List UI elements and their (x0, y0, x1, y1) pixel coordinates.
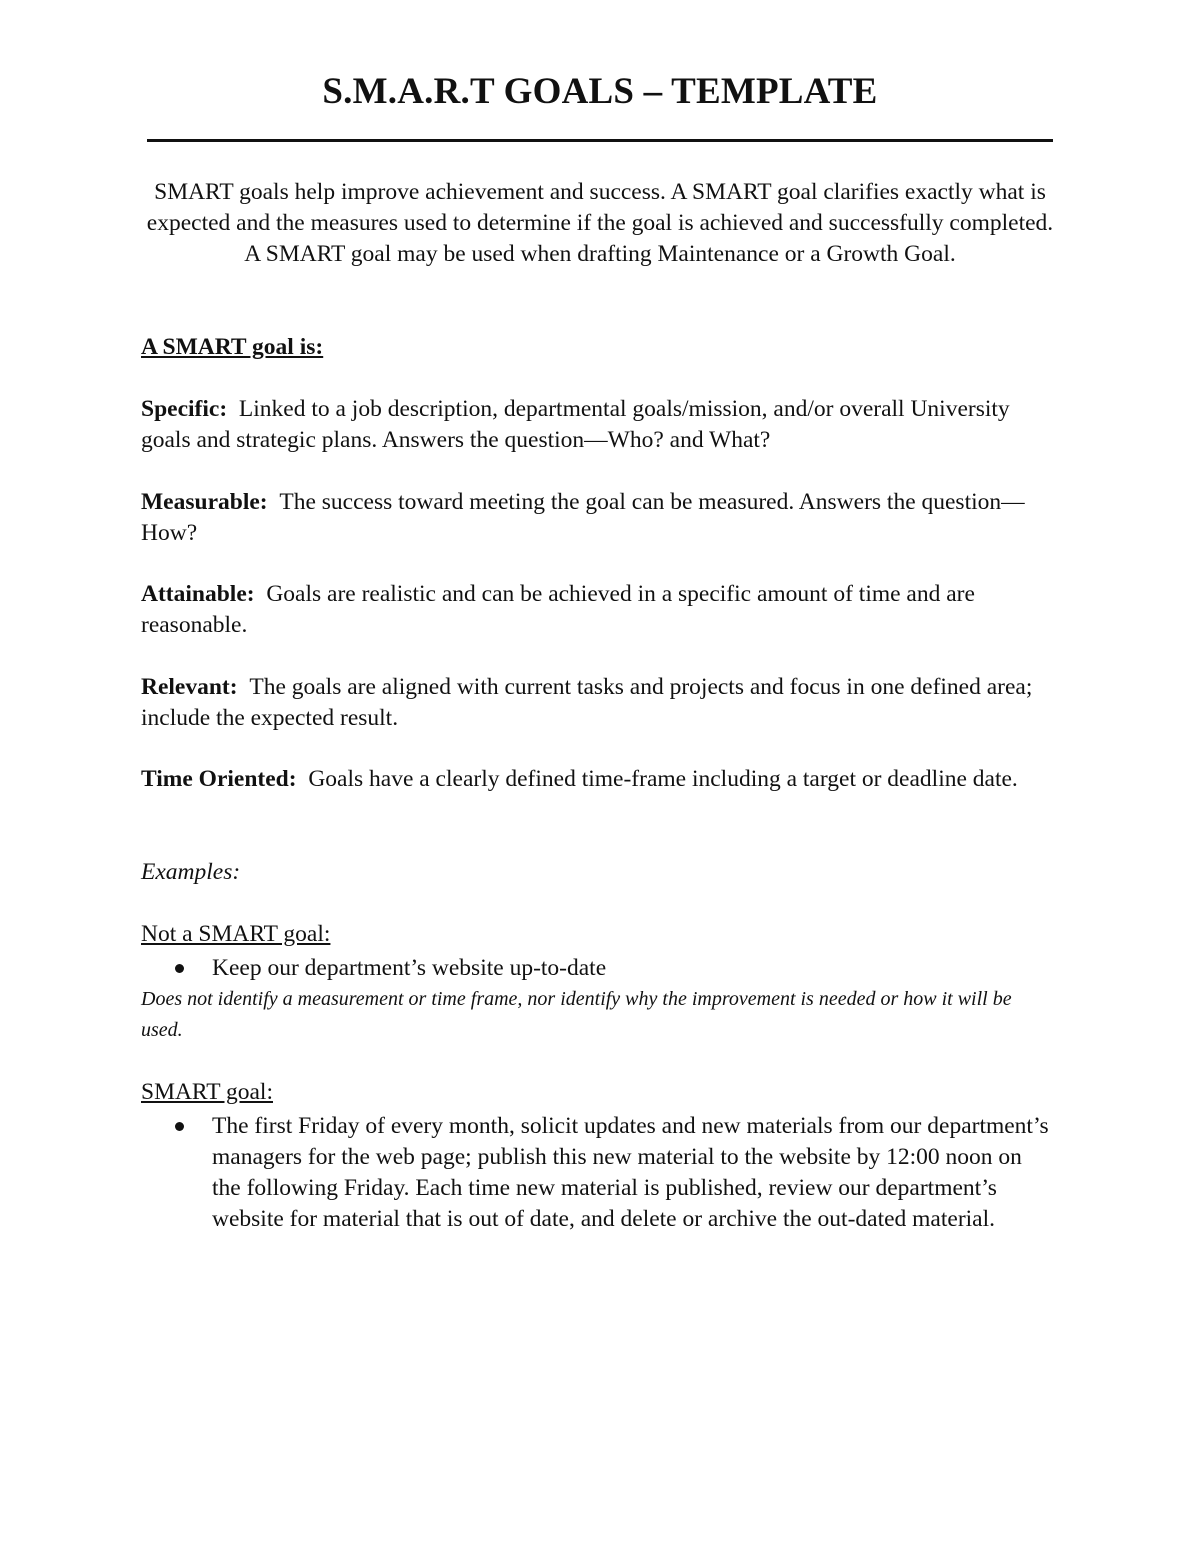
criterion-attainable (141, 579, 1051, 641)
criterion-description: Goals have a clearly defined time-frame including a target or deadline date. (308, 766, 1018, 792)
list-item (141, 953, 1051, 984)
criterion-measurable (141, 487, 1051, 549)
criterion-term: Measurable: (141, 489, 268, 515)
criterion-specific (141, 394, 1051, 456)
criterion-description: Linked to a job description, departmental goals/mission, and/or overall University goals and strategic plans. Answers the question—Who? and What? (141, 396, 1010, 453)
bullet-icon (175, 1122, 184, 1131)
bullet-icon (175, 964, 184, 973)
smart-list (141, 1111, 1051, 1235)
definition-heading: A SMART goal is: (141, 334, 324, 360)
criterion-relevant (141, 672, 1051, 734)
title-divider (147, 139, 1053, 142)
criterion-term: Specific: (141, 396, 228, 422)
page-title: S.M.A.R.T GOALS – TEMPLATE (322, 71, 878, 112)
intro-paragraph: SMART goals help improve achievement and success. A SMART goal clarifies exactly what is expected and the measures used to determine if the goal is achieved and successfully completed. A SMART goal may be used when drafting Maintenance or a Growth Goal. (146, 179, 1054, 267)
list-item (141, 1111, 1051, 1235)
not-smart-heading: Not a SMART goal: (141, 921, 331, 947)
not-smart-example: Keep our department’s website up-to-date (212, 955, 607, 981)
criterion-description: Goals are realistic and can be achieved in a specific amount of time and are reasonable. (141, 581, 975, 638)
criterion-time-oriented (141, 764, 1051, 795)
not-smart-explanation: Does not identify a measurement or time frame, nor identify why the improvement is needed or how it will be used. (141, 988, 1012, 1041)
smart-heading: SMART goal: (141, 1079, 273, 1105)
criterion-term: Attainable: (141, 581, 255, 607)
smart-example: The first Friday of every month, solicit updates and new materials from our department’s managers for the web page; publish this new material to the website by 12:00 noon on the following Friday. Each time new material is published, review our department’s website for material that is out of date, and delete or archive the out-dated material. (212, 1113, 1049, 1232)
not-smart-list (141, 953, 1051, 984)
criterion-term: Time Oriented: (141, 766, 297, 792)
criterion-term: Relevant: (141, 674, 238, 700)
criterion-description: The goals are aligned with current tasks and projects and focus in one defined area; include the expected result. (141, 674, 1033, 731)
examples-label: Examples: (141, 859, 241, 885)
criterion-description: The success toward meeting the goal can be measured. Answers the question—How? (141, 489, 1025, 546)
